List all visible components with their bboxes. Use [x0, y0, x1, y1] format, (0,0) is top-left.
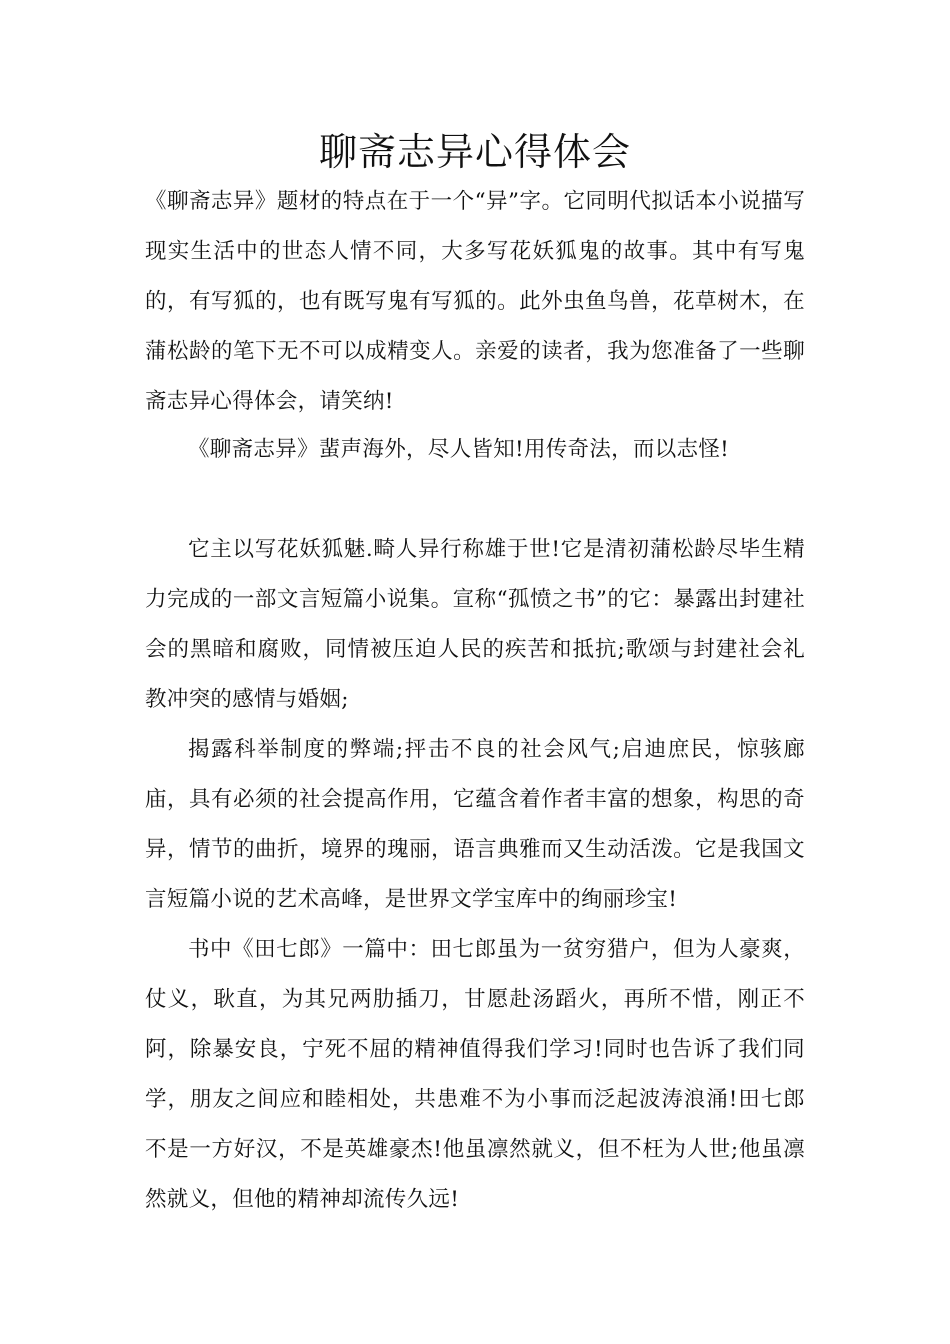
- paragraph-fame: 《聊斋志异》蜚声海外，尽人皆知!用传奇法，而以志怪!: [188, 437, 730, 462]
- paragraph-intro: 《聊斋志异》题材的特点在于一个“异”字。它同明代拟话本小说描写现实生活中的世态人情不同，大多写花妖狐鬼的故事。其中有写鬼的，有写狐的，也有既写鬼有写狐的。此外虫鱼鸟兽，花草树木，在蒲松龄的笔下无不可以成精变人。亲爱的读者，我为您准备了一些聊斋志异心得体会，请笑纳!: [145, 189, 805, 414]
- paragraph-themes: 它主以写花妖狐魅.畸人异行称雄于世!它是清初蒲松龄尽毕生精力完成的一部文言短篇小说集。宣称“孤愤之书”的它：暴露出封建社会的黑暗和腐败，同情被压迫人民的疾苦和抵抗;歌颂与封建社会礼教冲突的感情与婚姻;: [145, 537, 805, 712]
- paragraph-significance: 揭露科举制度的弊端;抨击不良的社会风气;启迪庶民，惊骇廊庙，具有必须的社会提高作用，它蕴含着作者丰富的想象，构思的奇异，情节的曲折，境界的瑰丽，语言典雅而又生动活泼。它是我国文言短篇小说的艺术高峰，是世界文学宝库中的绚丽珍宝!: [145, 737, 805, 912]
- paragraph-tian-qilang: 书中《田七郎》一篇中：田七郎虽为一贫穷猎户，但为人豪爽，仗义，耿直，为其兄两肋插刀，甘愿赴汤蹈火，再所不惜，刚正不阿，除暴安良，宁死不屈的精神值得我们学习!同时也告诉了我们同学，朋友之间应和睦相处，共患难不为小事而泛起波涛浪涌!田七郎不是一方好汉，不是英雄豪杰!他虽凛然就义，但不枉为人世;他虽凛然就义，但他的精神却流传久远!: [145, 937, 805, 1212]
- document-title: 聊斋志异心得体会: [318, 130, 631, 174]
